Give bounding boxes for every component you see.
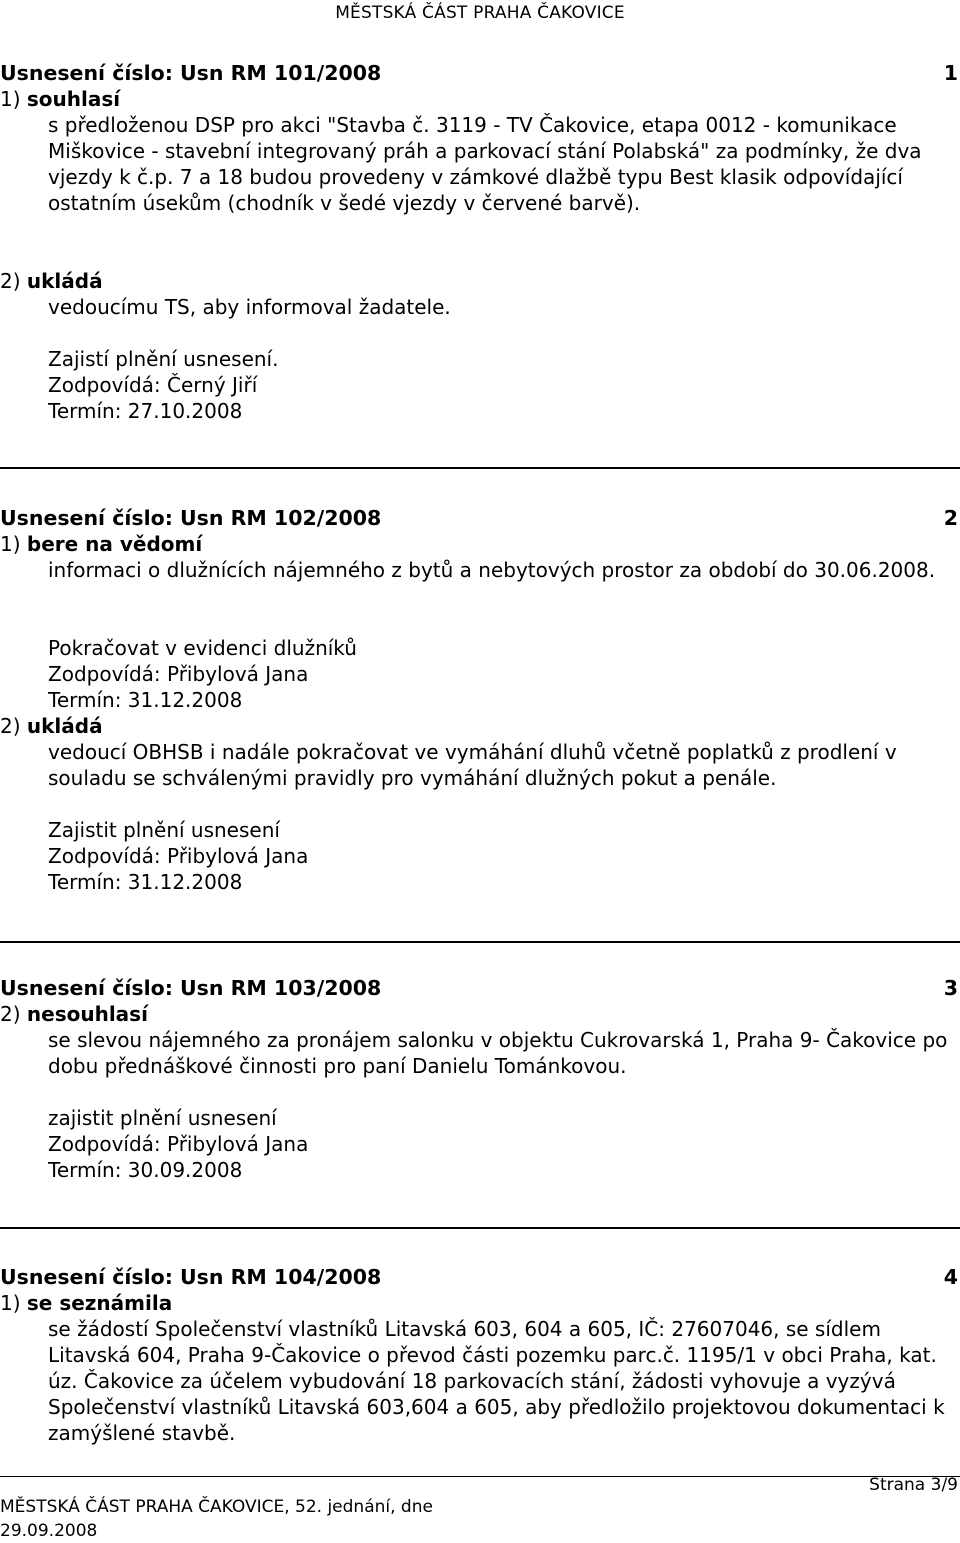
page-header: MĚSTSKÁ ČÁST PRAHA ČAKOVICE [335,3,625,23]
item-text: vedoucí OBHSB i nadále pokračovat ve vymáhání dluhů včetně poplatků z prodlení v souladu se schválenými pravidly pro vymáhání dlužných pokut a penále. [48,740,897,790]
item-heading [0,1001,148,1027]
resolution-title-text: Usnesení číslo: Usn RM 101/2008 [0,61,382,85]
item-deadline: Termín: 27.10.2008 [48,399,243,423]
resolution-title [0,975,960,1001]
item-heading [0,1290,172,1316]
resolution-number: 1 [943,61,958,85]
item-heading [0,86,120,112]
resolution-title-text: Usnesení číslo: Usn RM 102/2008 [0,506,382,530]
resolution-102 [0,505,960,894]
item-responsible: Zodpovídá: Přibylová Jana [48,844,309,868]
resolution-title-text: Usnesení číslo: Usn RM 103/2008 [0,976,382,1000]
resolution-104 [0,1264,960,1445]
item-number: 1) [0,87,21,111]
item-text: se žádostí Společenství vlastníků Litavská 603, 604 a 605, IČ: 27607046, se sídlem Litavská 604, Praha 9-Čakovice o převod části pozemku parc.č. 1195/1 v obci Praha, kat. úz. Čakovice za účelem vybudování 18 parkovacích stání, žádosti vyhovuje a vyzývá Společenství vlastníků Litavská 603,604 a 605, aby předložilo projektovou dokumentaci k zamýšlené stavbě. [48,1317,945,1445]
footer-text: MĚSTSKÁ ČÁST PRAHA ČAKOVICE, 52. jednání, dne 29.09.2008 [0,1497,433,1541]
page-number: Strana 3/9 [869,1475,958,1495]
item-responsible: Zodpovídá: Přibylová Jana [48,1132,309,1156]
item-task: Zajistit plnění usnesení [48,818,280,842]
item-verb: souhlasí [26,87,121,111]
separator [0,467,960,469]
item-verb: nesouhlasí [26,1002,148,1026]
resolution-number: 2 [943,506,958,530]
item-heading [0,531,202,557]
item-deadline: Termín: 31.12.2008 [48,870,243,894]
resolution-title [0,505,960,531]
item-number: 1) [0,532,21,556]
item-number: 2) [0,1002,21,1026]
item-text: s předloženou DSP pro akci "Stavba č. 3119 - TV Čakovice, etapa 0012 - komunikace Miškovice - stavební integrovaný práh a parkovací stání Polabská" za podmínky, že dva vjezdy k č.p. 7 a 18 budou provedeny v zámkové dlažbě typu Best klasik odpovídající ostatním úsekům (chodník v šedé vjezdy v červené barvě). [48,113,922,215]
separator [0,1227,960,1229]
item-deadline: Termín: 31.12.2008 [48,688,243,712]
resolution-number: 3 [943,976,958,1000]
item-responsible: Zodpovídá: Přibylová Jana [48,662,309,686]
item-number: 2) [0,269,21,293]
item-deadline: Termín: 30.09.2008 [48,1158,243,1182]
footer-separator [0,1476,960,1477]
separator [0,941,960,943]
item-verb: ukládá [26,714,103,738]
item-verb: ukládá [26,269,103,293]
item-responsible: Zodpovídá: Černý Jiří [48,373,258,397]
item-verb: se seznámila [26,1291,173,1315]
item-number: 1) [0,1291,21,1315]
item-verb: bere na vědomí [26,532,203,556]
item-task: zajistit plnění usnesení [48,1106,277,1130]
item-number: 2) [0,714,21,738]
item-heading [0,268,103,294]
item-text: informaci o dlužnících nájemného z bytů a nebytových prostor za období do 30.06.2008. [48,558,936,582]
resolution-number: 4 [943,1265,958,1289]
item-heading [0,713,103,739]
resolution-title-text: Usnesení číslo: Usn RM 104/2008 [0,1265,382,1289]
resolution-title [0,60,960,86]
item-text: vedoucímu TS, aby informoval žadatele. [48,295,451,319]
item-task: Pokračovat v evidenci dlužníků [48,636,357,660]
resolution-101 [0,60,960,423]
item-task: Zajistí plnění usnesení. [48,347,279,371]
resolution-103 [0,975,960,1182]
item-text: se slevou nájemného za pronájem salonku v objektu Cukrovarská 1, Praha 9- Čakovice po dobu přednáškové činnosti pro paní Danielu Tománkovou. [48,1028,948,1078]
resolution-title [0,1264,960,1290]
